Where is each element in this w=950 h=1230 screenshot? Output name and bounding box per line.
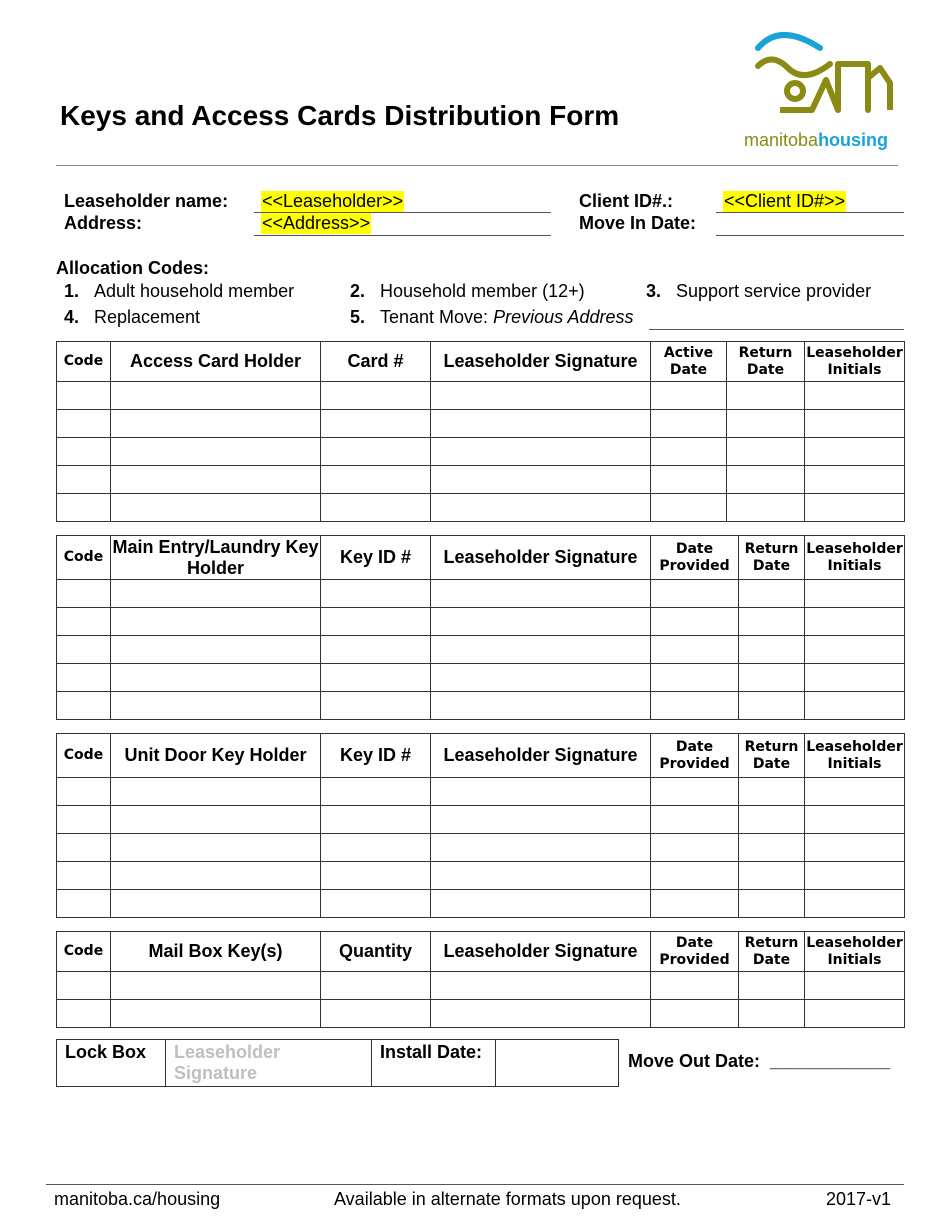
allocation-code-5: 5. Tenant Move: Previous Address — [350, 307, 634, 327]
page-title: Keys and Access Cards Distribution Form — [60, 100, 620, 131]
table-row — [57, 664, 905, 692]
allocation-code-1: 1. Adult household member — [64, 281, 295, 301]
column-header: Key ID # — [321, 734, 431, 778]
address-label: Address: — [64, 213, 143, 233]
column-header: Return Date — [739, 536, 805, 580]
install-date-field[interactable] — [496, 1040, 619, 1087]
address-field[interactable]: <<Address>> — [262, 213, 371, 233]
column-header: Date Provided — [651, 536, 739, 580]
address-underline — [254, 235, 551, 236]
footer-version: 2017-v1 — [826, 1189, 892, 1209]
table-row — [57, 608, 905, 636]
footer-url: manitoba.ca/housing — [54, 1189, 221, 1209]
column-header: Code — [57, 536, 111, 580]
lock-box-label: Lock Box — [57, 1040, 166, 1087]
column-header: Quantity — [321, 932, 431, 972]
column-header: Leaseholder Signature — [431, 734, 651, 778]
unit-door-key-table — [56, 733, 905, 918]
allocation-codes-title: Allocation Codes: — [56, 258, 210, 278]
table-row — [57, 580, 905, 608]
column-header: Leaseholder Initials — [805, 536, 905, 580]
column-header: Code — [57, 342, 111, 382]
mail-box-key-table — [56, 931, 905, 1028]
column-header: Date Provided — [651, 734, 739, 778]
table-row — [57, 692, 905, 720]
column-header: Code — [57, 734, 111, 778]
column-header: Leaseholder Initials — [805, 932, 905, 972]
column-header: Card # — [321, 342, 431, 382]
column-header: Active Date — [651, 342, 727, 382]
column-header: Unit Door Key Holder — [111, 734, 321, 778]
column-header: Mail Box Key(s) — [111, 932, 321, 972]
footer-divider — [46, 1184, 904, 1185]
column-header: Leaseholder Signature — [431, 342, 651, 382]
column-header: Leaseholder Signature — [431, 932, 651, 972]
column-header: Access Card Holder — [111, 342, 321, 382]
move-in-date-label: Move In Date: — [579, 213, 697, 233]
lock-box-table — [56, 1039, 619, 1087]
client-id-label: Client ID#.: — [579, 191, 674, 211]
table-row — [57, 466, 905, 494]
access-card-table — [56, 341, 905, 522]
table-row — [57, 1000, 905, 1028]
allocation-code-2: 2. Household member (12+) — [350, 281, 585, 301]
column-header: Return Date — [739, 932, 805, 972]
column-header: Return Date — [739, 734, 805, 778]
column-header: Date Provided — [651, 932, 739, 972]
client-id-field[interactable]: <<Client ID#>> — [724, 191, 846, 211]
move-out-date — [628, 1051, 890, 1072]
table-row — [57, 382, 905, 410]
column-header: Return Date — [727, 342, 805, 382]
main-entry-key-table — [56, 535, 905, 720]
table-row — [57, 862, 905, 890]
move-in-date-field[interactable] — [716, 235, 904, 236]
table-row — [57, 806, 905, 834]
header-divider — [56, 165, 898, 166]
client-id-underline — [716, 212, 904, 213]
table-row — [57, 890, 905, 918]
allocation-code-4: 4. Replacement — [64, 307, 201, 327]
column-header: Key ID # — [321, 536, 431, 580]
table-row — [57, 494, 905, 522]
allocation-code-3: 3. Support service provider — [646, 281, 872, 301]
column-header: Main Entry/Laundry Key Holder — [112, 536, 319, 578]
column-header: Code — [57, 932, 111, 972]
column-header: Leaseholder Initials — [805, 734, 905, 778]
table-row — [57, 410, 905, 438]
lock-box-signature-field[interactable]: Leaseholder Signature — [166, 1040, 372, 1087]
leaseholder-name-label: Leaseholder name: — [64, 191, 229, 211]
move-out-date-field[interactable]: ____________ — [770, 1051, 891, 1071]
table-row — [57, 636, 905, 664]
table-row — [57, 972, 905, 1000]
logo-wordmark: manitobahousing — [744, 130, 889, 150]
table-row — [57, 834, 905, 862]
table-row — [57, 778, 905, 806]
column-header: Leaseholder Signature — [431, 536, 651, 580]
move-out-date-label: Move Out Date: — [628, 1051, 761, 1071]
table-row — [57, 438, 905, 466]
column-header: Leaseholder Initials — [805, 342, 905, 382]
previous-address-field[interactable] — [649, 329, 904, 330]
footer-note: Available in alternate formats upon request. — [334, 1189, 681, 1209]
leaseholder-name-field[interactable]: <<Leaseholder>> — [262, 191, 404, 211]
install-date-label: Install Date: — [372, 1040, 496, 1087]
